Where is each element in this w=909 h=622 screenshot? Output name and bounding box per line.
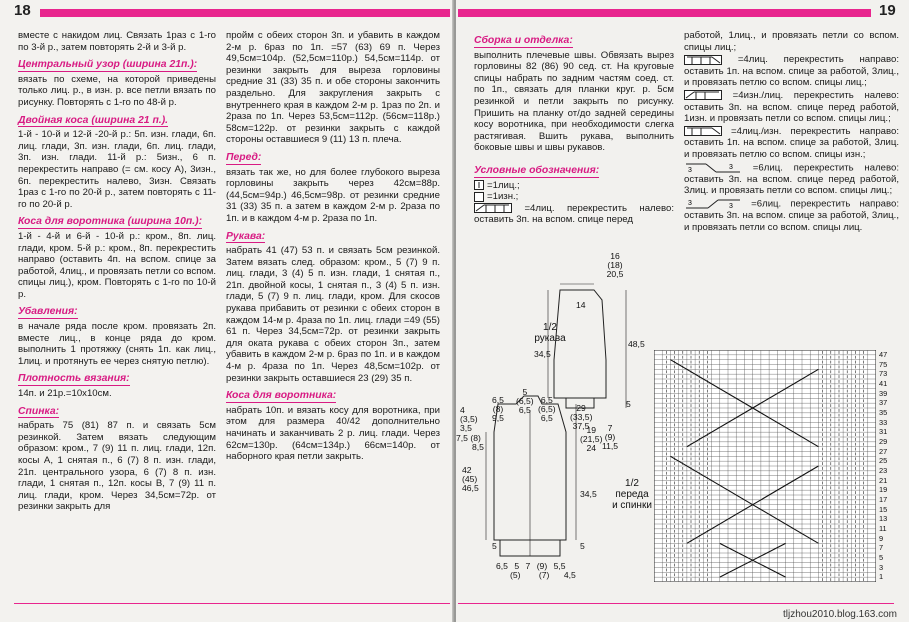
body-side-a: 19 — [586, 425, 596, 435]
chart-row-number: 75 — [879, 359, 888, 369]
decreases-text: в начале ряда после кром. провязать 2п. вместе лиц., в конце ряда до кром. выполнить 1 протяжку (снять 1п. как лиц., 1лиц. и протянуть ее через снятую петлю). — [18, 321, 216, 367]
back-text: набрать 75 (81) 87 п. и связать 5см резинкой. Затем вязать следующим образом: кром., 7 (9) 11 п. лиц. глади, 12п. косы А, 1 снятая п., 6 (7) 8 п. изн. глади, 21п. центрального узора, 6 (7) 8 п. изн. глади, 1 снятая п., 12п. косы В, 7 (9) 11 п. лиц. глади, кром. Через 34,5см=72р. от резинки закрыть для — [18, 420, 216, 513]
sleeve-lower-dim: 34,5 — [534, 349, 551, 359]
double-cable-text: 1-й - 10-й и 12-й -20-й р.: 5п. изн. глади, 6п. лиц. глади, 3п. изн. глади, 6п. лиц. глади, 3п. изн. глади. 11-й р.: 5изн., 6 п. перекрестить направо (= см. косу А), 3изн., 6п. перекрестить налево, 3изн. Связать 1раз с 1-го по 20-й р., затем повторять с 11-го по 20-й р. — [18, 129, 216, 210]
sleeve-top-dim-a: 16 — [610, 251, 620, 261]
heading-central-pattern: Центральный узор (ширина 21п.): — [18, 59, 198, 71]
gauge-text: 14п. и 21р.=10х10см. — [18, 388, 112, 400]
body-bottom-c: 7 — [525, 561, 531, 571]
sleeve-bottom-dim-a: 29 — [576, 403, 586, 413]
heading-collar-band: Коса для воротника: — [226, 390, 337, 402]
body-bottom-dims — [496, 562, 586, 580]
heading-collar-cable: Коса для воротника (ширина 10п.): — [18, 216, 203, 228]
body-width-a: 42 — [462, 465, 472, 475]
body-neck-b: (6,5) — [516, 396, 534, 406]
body-height-dim — [462, 466, 479, 493]
body-armhole-dim-2 — [602, 424, 618, 451]
body-75-b: 8,5 — [472, 442, 484, 452]
legend-cable6-left-label: =6лиц. перекрестить налево: оставить 3п. на вспом. спице перед работой, 3лиц. и провязать петли со вспом. спицы лиц.; — [684, 162, 899, 197]
text-column-1 — [18, 30, 216, 514]
chart-row-number: 37 — [879, 398, 888, 408]
body-bottom2-a: (5) — [510, 570, 521, 580]
sleeve-title-fraction: 1/2 — [543, 322, 557, 333]
cable-6-right-count-a: 3 — [688, 199, 692, 207]
body-neck-a: 5 — [522, 387, 528, 397]
sleeve-rib-dim: 5 — [626, 399, 631, 409]
collar-band-text: набрать 10п. и вязать косу для воротника, при этом для размера 40/42 дополнительно начинать и заканчивать 2 р. лиц. глади. Через 62см=130р. (64см=134р.) 66см=140р. от наборного края петли закрыть. — [226, 404, 440, 463]
intro-text: вместе с накидом лиц. Связать 1раз с 1-го по 3-й р., затем повторять 2-й и 3-й р. — [18, 30, 216, 53]
cable-6-left-count: 3 — [729, 163, 733, 171]
page-number-left: 18 — [14, 2, 31, 19]
heading-double-cable: Двойная коса (ширина 21 п.). — [18, 114, 169, 126]
body-neck-width-dim — [516, 388, 534, 415]
body-armhole-dim — [580, 426, 602, 453]
chart-row-number: 19 — [879, 485, 888, 495]
body-shoulder-dim — [492, 396, 504, 423]
collar-cable-text: 1-й - 4-й и 6-й - 10-й р.: кром., 8п. лиц. глади, кром. 5-й р.: кром., 8п. перекрестить направо (оставить 4п. на вспом. спице за работой, 4лиц., и провязать петли со вспом. спицы лиц.), кром. Повторять с 1-го по 10-й р. — [18, 230, 216, 300]
body-neck2-c: 6,5 — [540, 413, 553, 423]
chart-row-number: 3 — [879, 562, 884, 572]
body-bottom2-b: (7) — [538, 570, 550, 580]
source-credit: tljzhou2010.blog.163.com — [783, 609, 897, 620]
body-shoulder-c: 9,5 — [492, 413, 504, 423]
sleeve-title — [530, 322, 570, 344]
chart-row-number: 47 — [879, 350, 888, 359]
body-neck2-b: (6,5) — [538, 404, 556, 414]
body-75b-a: 7 — [607, 423, 613, 433]
page-footer-line — [14, 603, 450, 604]
page-number-right: 19 — [879, 2, 896, 19]
cable-6-left-count-a: 3 — [688, 166, 692, 174]
body-width-b: (45) — [462, 474, 478, 484]
body-bottom-a: 6,5 — [496, 561, 508, 571]
body-bottom-b: 5 — [514, 561, 520, 571]
heading-legend: Условные обозначения: — [474, 164, 600, 176]
chart-row-number: 31 — [879, 427, 888, 437]
body-rib-dim: 5 — [492, 541, 497, 551]
legend-cable4-left-label: =4лиц. перекрестить налево: оставить 3п. на вспом. спице перед — [474, 202, 674, 226]
sleeve-length-dim: 48,5 — [628, 339, 645, 349]
chart-row-number: 9 — [879, 533, 884, 543]
heading-front: Перед: — [226, 151, 262, 163]
back-continued-text: пройм с обеих сторон 3п. и убавить в каждом 2-м р. 6раз по 1п. =57 (63) 69 п. Через 49,5см=104р. (52,5см=110р.) 54,5см=114р. от резинки закрыть для выреза горловины средние 31 (33) 35 п. и обе стороны закончить раздельно. Для закругления закрыть с внутреннего края в каждом 2-м р. 1раз по 2п. и 2раза по 1п. Через 53,5см=112р. (56см=118р.) 58см=122р. от резинки закрыть с каждой стороны оставшиеся 9 (11) 13 п. плеча. — [226, 30, 440, 146]
chart-row-number: 21 — [879, 475, 888, 485]
chart-row-number: 17 — [879, 495, 888, 504]
body-left-a: 4 — [460, 405, 465, 415]
sleeve-bottom-dim-b: (33,5) — [570, 412, 593, 422]
sleeve-cap-dim: 14 — [576, 300, 586, 310]
body-bottom-e: 5,5 — [553, 561, 566, 571]
body-left-b: (3,5) — [460, 414, 478, 424]
legend-continued-text: работой, 1лиц., и провязать петли со вспом. спицы лиц.; — [684, 30, 899, 53]
body-shoulder-left-dim — [460, 406, 478, 433]
body-rib-dim-right: 5 — [580, 541, 585, 551]
central-pattern-text: вязать по схеме, на которой приведены только лиц. р., в изн. р. все петли вязать по рисунку. Повторять с 1-го по 48-й р. — [18, 73, 216, 108]
chart-row-number: 13 — [879, 514, 888, 524]
page-right — [456, 0, 909, 622]
body-bottom2-c: 4,5 — [563, 570, 576, 580]
chart-row-number: 39 — [879, 388, 888, 398]
body-neck-width-dim-2 — [538, 396, 556, 423]
chart-row-number: 35 — [879, 408, 888, 417]
sleeve-title-label: рукава — [534, 333, 566, 344]
front-text: вязать так же, но для более глубокого выреза горловины закрыть через 42см=88р. (44,5см=94р.) 46,5см=98р. от резинки средние 31 (33) 35 п. а затем в каждом 2-м р. 2раза по 1п. и в каждом 4-м р. 2раза по 1п. — [226, 166, 440, 224]
body-75b-b: (9) — [604, 432, 616, 442]
chart-row-number: 29 — [879, 437, 888, 446]
body-shoulder-b: (8) — [492, 404, 504, 414]
sleeve-top-dim — [604, 252, 626, 279]
heading-back: Спинка: — [18, 405, 60, 417]
body-75b-c: 11,5 — [602, 441, 619, 451]
chart-row-number: 23 — [879, 466, 888, 475]
chart-row-number: 11 — [879, 524, 887, 533]
heading-gauge: Плотность вязания: — [18, 373, 130, 385]
body-title-front: переда — [615, 489, 649, 500]
heading-assembly: Сборка и отделка: — [474, 35, 573, 46]
page-footer-line — [458, 603, 894, 604]
chart-row-number: 25 — [879, 456, 888, 466]
sleeves-text: набрать 41 (47) 53 п. и связать 5см резинкой. Затем вязать след. образом: кром., 5 (7) 9 п. лиц. глади, 3 (4) 5 п. изн. глади, 1 снятая п., 21п. двойной косы, 1 снятая п., 3 (4) 5 п. изн. глади, 5 (7) 9 п. лиц. глади, кром. Для скосов рукава прибавить от резинки с обеих сторон в каждом 14-м р. 4раза по 1п. лиц. глади =49 (55) 61 п. Через 34,5см=72р. от резинки закрыть для оката рукава с обеих сторон 3п., затем убавить в каждом 2-м р. 6раз по 1п. и в каждом 4-м р. 4раза по 1п. Через 48,5см=102р. от резинки закрыть оставшиеся 23 (29) 35 п. — [226, 245, 440, 384]
body-title — [602, 478, 662, 511]
body-title-fraction: 1/2 — [625, 478, 639, 489]
cable-6-right-count: 3 — [729, 202, 733, 210]
chart-row-number: 1 — [879, 572, 884, 582]
body-left-c: 3,5 — [460, 423, 472, 433]
sleeve-top-dim-c: 20,5 — [606, 269, 624, 279]
legend-purl-label: =1изн.; — [487, 191, 519, 203]
sleeve-top-dim-b: (18) — [607, 260, 623, 270]
page-left — [0, 0, 454, 622]
body-neck2-a: 6,5 — [540, 395, 553, 405]
assembly-text: выполнить плечевые швы. Обвязать вырез горловины 82 (86) 90 сед. ст. На круговые спицы набрать по задним частям соед. ст. по 1п., связать для планки круг. р. 5см резинкой и петли закрыть по рисунку. Пришить на планку от/до задней середины косу воротника, при необходимости слегка растягивая. Вшить рукава, выполнить боковые швы и швы рукавов. — [474, 49, 674, 154]
sleeve-bottom-dim-c: 37,5 — [572, 421, 590, 431]
body-side-c: 24 — [586, 443, 596, 453]
chart-row-number: 27 — [879, 446, 888, 456]
body-lower-dim: 34,5 — [580, 489, 597, 499]
legend-purl-knit-left-label: =4изн./лиц. перекрестить налево: оставить 3п. на вспом. спице перед работой, 1изн. и провязать петли со вспом. спицы лиц.; — [684, 89, 900, 125]
page-header-bar — [40, 9, 450, 17]
chart-row-number: 5 — [879, 553, 884, 562]
body-width-c: 46,5 — [462, 483, 479, 493]
chart-row-number: 7 — [879, 543, 884, 553]
text-column-2 — [226, 30, 440, 464]
body-shoulder-a: 6,5 — [492, 395, 504, 405]
body-bottom-d: (9) — [536, 561, 548, 571]
chart-row-number: 15 — [879, 504, 888, 514]
legend-cable6-right-label: =6лиц. перекрестить направо: оставить 3п. на вспом. спице за работой, 3лиц., и провязать петли со вспом. спицы лиц. — [684, 198, 900, 233]
chart-row-number: 33 — [879, 417, 888, 427]
knitting-chart — [654, 350, 876, 582]
body-side-b: (21,5) — [580, 434, 603, 444]
legend-knit-label: =1лиц.; — [487, 179, 520, 191]
body-title-back: и спинки — [612, 500, 652, 511]
body-75-a: 7,5 (8) — [456, 433, 481, 443]
chart-row-number: 41 — [879, 379, 888, 388]
chart-row-number: 73 — [879, 369, 888, 379]
heading-sleeves: Рукава: — [226, 230, 266, 242]
heading-decreases: Убавления: — [18, 306, 78, 318]
body-neck-c: 6,5 — [518, 405, 531, 415]
body-neck-depth-dim — [456, 434, 484, 452]
legend-cable4-right-label: =4лиц. перекрестить направо: оставить 1п. на вспом. спице за работой, 3лиц., и провязать петлю со вспом. спицы лиц.; — [684, 54, 899, 89]
legend-knit-purl-right-label: =4лиц./изн. перекрестить направо: оставить 1п. на вспом. спице за работой, 3лиц. и провязать петлю со вспом. спицы изн.; — [684, 125, 899, 160]
